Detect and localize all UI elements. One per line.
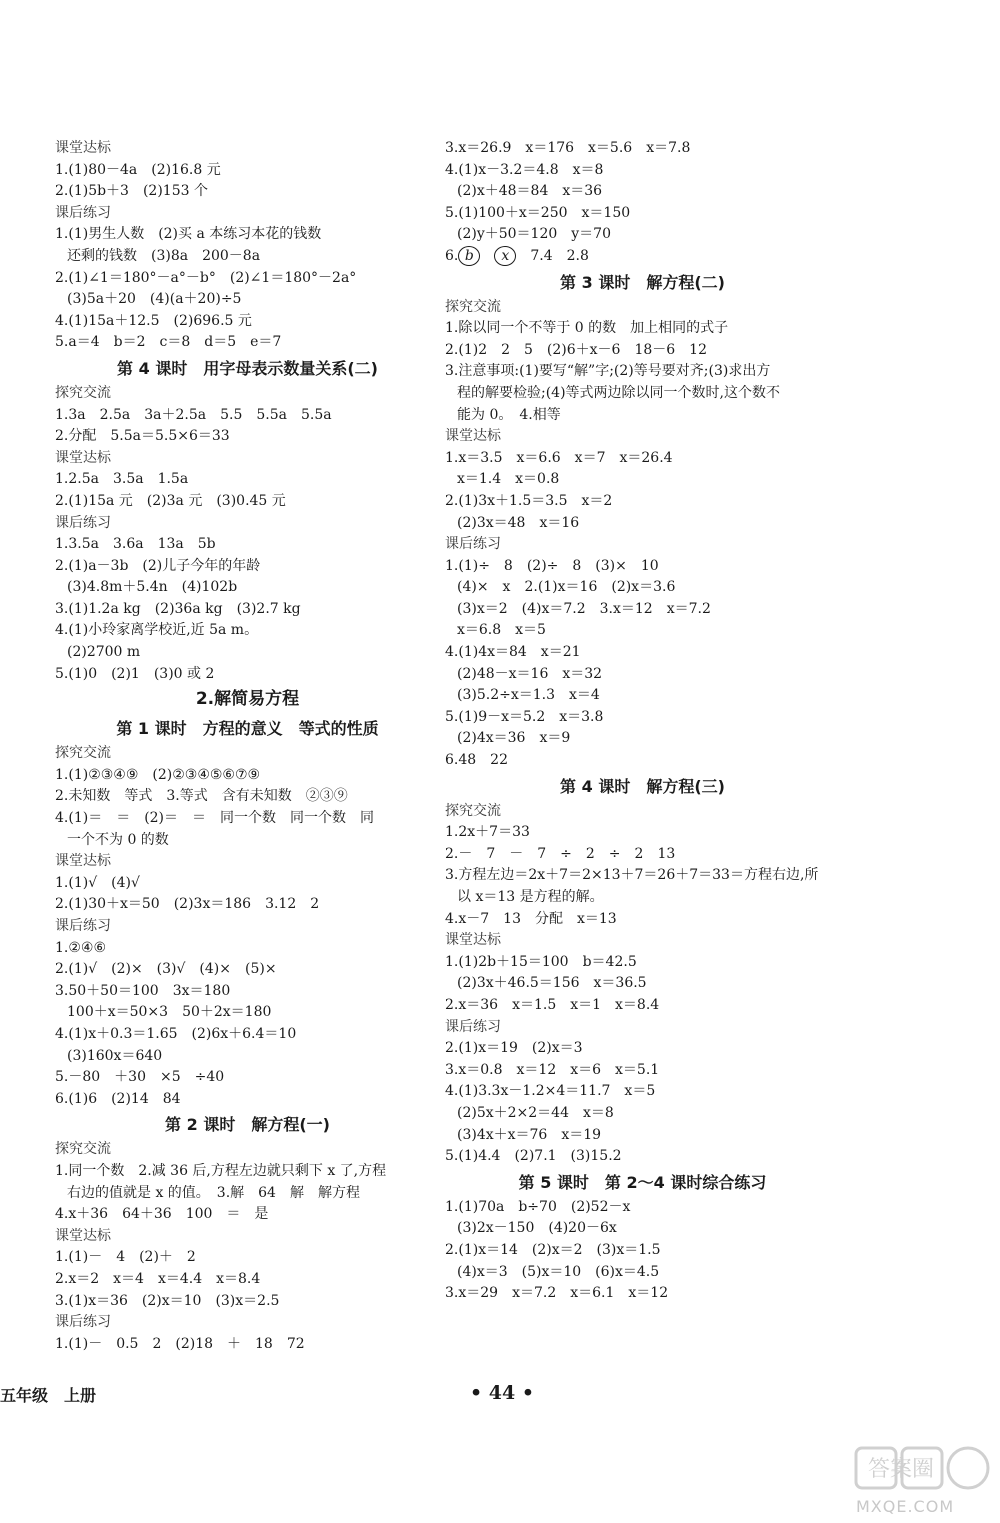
- section-label: 课后练习: [55, 514, 111, 531]
- answer-line: 程的解要检验;(4)等式两边除以同一个数时,这个数不: [457, 384, 780, 401]
- answer-line: (4)x＝3 (5)x＝10 (6)x＝4.5: [457, 1263, 660, 1280]
- answer-line: 4.(1)15a＋12.5 (2)696.5 元: [55, 312, 252, 329]
- answer-text: 7.4 2.8: [516, 247, 589, 264]
- answer-line: 2.未知数 等式 3.等式 含有未知数 ②③⑨: [55, 788, 348, 805]
- answer-line: 1.(1)男生人数 (2)买 a 本练习本花的钱数: [55, 226, 322, 243]
- answer-line: 2.x＝2 x＝4 x＝4.4 x＝8.4: [55, 1270, 261, 1287]
- answer-line: 右边的值就是 x 的值。 3.解 64 解 解方程: [67, 1184, 360, 1201]
- answer-line: 2.(1)30＋x＝50 (2)3x＝186 3.12 2: [55, 896, 320, 913]
- section-label: 课后练习: [55, 918, 111, 934]
- answer-line: 还剩的钱数 (3)8a 200－8a: [67, 247, 261, 264]
- answer-line: x＝1.4 x＝0.8: [457, 471, 560, 488]
- answer-line: 1.②④⑥: [55, 939, 107, 956]
- answer-line: 1.2x＋7＝33: [445, 824, 530, 841]
- section-label: 课后练习: [445, 536, 501, 553]
- section-label: 探究交流: [55, 745, 111, 762]
- answer-line: 1.3.5a 3.6a 13a 5b: [55, 536, 216, 553]
- answer-line: (2)4x＝36 x＝9: [457, 730, 571, 747]
- answer-line: 100＋x＝50×3 50＋2x＝180: [67, 1004, 272, 1021]
- answer-line: (3)5a＋20 (4)(a＋20)÷5: [67, 291, 242, 308]
- answer-line: 4.x＋36 64＋36 100 ＝ 是: [55, 1206, 269, 1223]
- answer-line: 4.(1)x＋0.3＝1.65 (2)6x＋6.4＝10: [55, 1025, 297, 1042]
- section-label: 探究交流: [55, 1141, 111, 1158]
- answer-line: 一个不为 0 的数: [67, 831, 169, 848]
- answer-line: 5.(1)0 (2)1 (3)0 或 2: [55, 665, 215, 682]
- answer-line: 2.(1)x＝19 (2)x＝3: [445, 1040, 583, 1057]
- answer-line: 1.2.5a 3.5a 1.5a: [55, 471, 189, 488]
- right-column: [445, 138, 840, 1305]
- grade-label: 五年级 上册: [0, 1386, 97, 1405]
- section-label: 课堂达标: [55, 1227, 111, 1244]
- answer-line: 1.除以同一个不等于 0 的数 加上相同的式子: [445, 320, 729, 337]
- answer-line: 3.方程左边＝2x＋7＝2×13＋7＝26＋7＝33＝方程右边,所: [445, 867, 819, 884]
- answer-line: 1.(1)80－4a (2)16.8 元: [55, 161, 221, 178]
- answer-line: 2.分配 5.5a＝5.5×6＝33: [55, 428, 230, 445]
- answer-line: 2.(1)3x＋1.5＝3.5 x＝2: [445, 492, 613, 509]
- answer-line: 5.(1)4.4 (2)7.1 (3)15.2: [445, 1148, 622, 1165]
- lesson-heading: 第 1 课时 方程的意义 等式的性质: [116, 719, 379, 739]
- watermark-site: MXQE.COM: [856, 1497, 955, 1516]
- answer-line: 1.(1)÷ 8 (2)÷ 8 (3)× 10: [445, 557, 659, 574]
- answer-line: (3)2x－150 (4)20－6x: [457, 1220, 617, 1237]
- answer-line: 3.x＝0.8 x＝12 x＝6 x＝5.1: [445, 1061, 660, 1078]
- answer-line: (2)5x＋2×2＝44 x＝8: [457, 1104, 614, 1121]
- answer-line: 能为 0。 4.相等: [457, 406, 561, 423]
- answer-line: 2.(1)x＝14 (2)x＝2 (3)x＝1.5: [445, 1241, 661, 1258]
- answer-line: 3.注意事项:(1)要写“解”字;(2)等号要对齐;(3)求出方: [445, 363, 771, 380]
- answer-line: (2)3x＋46.5＝156 x＝36.5: [457, 975, 647, 992]
- answer-line: (3)5.2÷x＝1.3 x＝4: [457, 687, 600, 704]
- answer-line: 3.(1)1.2a kg (2)36a kg (3)2.7 kg: [55, 600, 301, 617]
- answer-line: 5.(1)100＋x＝250 x＝150: [445, 204, 631, 221]
- answer-line: 1.(1)√ (4)√: [55, 874, 140, 891]
- answer-line: 5.(1)9－x＝5.2 x＝3.8: [445, 708, 604, 725]
- section-label: 课堂达标: [55, 853, 111, 870]
- answer-line: 1.同一个数 2.减 36 后,方程左边就只剩下 x 了,方程: [55, 1162, 387, 1179]
- answer-line: 1.(1)②③④⑨ (2)②③④⑤⑥⑦⑨: [55, 766, 261, 783]
- answer-line: 6.(1)6 (2)14 84: [55, 1090, 181, 1107]
- answer-line: x＝6.8 x＝5: [457, 622, 546, 639]
- answer-line: 2.(1)a－3b (2)儿子今年的年龄: [55, 557, 261, 574]
- answer-line: 2.(1)5b＋3 (2)153 个: [55, 183, 208, 200]
- answer-line: (2)y＋50＝120 y＝70: [457, 226, 611, 243]
- answer-line: 5.a＝4 b＝2 c＝8 d＝5 e＝7: [55, 334, 282, 351]
- answer-line: 2.x＝36 x＝1.5 x＝1 x＝8.4: [445, 996, 660, 1013]
- answer-line: 3.(1)x＝36 (2)x＝10 (3)x＝2.5: [55, 1292, 280, 1309]
- answer-line: 3.50＋50＝100 3x＝180: [55, 982, 231, 999]
- section-label: 课后练习: [55, 204, 111, 221]
- lesson-heading: 第 4 课时 用字母表示数量关系(二): [117, 358, 378, 378]
- answer-line: 4.(1)小玲家离学校近,近 5a m。: [55, 622, 259, 639]
- section-label: 课堂达标: [445, 428, 501, 445]
- answer-line: 1.x＝3.5 x＝6.6 x＝7 x＝26.4: [445, 449, 673, 466]
- lesson-heading: 第 2 课时 解方程(一): [165, 1115, 330, 1135]
- answer-line: 2.(1)15a 元 (2)3a 元 (3)0.45 元: [55, 492, 286, 509]
- answer-line: (2)3x＝48 x＝16: [457, 514, 580, 531]
- answer-line: (2)2700 m: [67, 644, 141, 661]
- answer-line: 4.(1)3.3x－1.2×4＝11.7 x＝5: [445, 1083, 656, 1100]
- answer-line: 1.3a 2.5a 3a＋2.5a 5.5 5.5a 5.5a: [55, 406, 332, 423]
- section-label: 探究交流: [55, 384, 111, 401]
- answer-line: 1.(1)70a b÷70 (2)52－x: [445, 1198, 631, 1215]
- answer-line: 3.x＝26.9 x＝176 x＝5.6 x＝7.8: [445, 140, 691, 156]
- unit-heading: 2.解简易方程: [195, 689, 300, 710]
- answer-line: 2.(1)∠1＝180°－a°－b° (2)∠1＝180°－2a°: [55, 269, 357, 286]
- answer-line: 2.－ 7 － 7 ÷ 2 ÷ 2 13: [445, 845, 676, 862]
- answer-line: 3.x＝29 x＝7.2 x＝6.1 x＝12: [445, 1285, 669, 1302]
- section-label: 课堂达标: [55, 449, 111, 466]
- answer-line: 4.(1)4x＝84 x＝21: [445, 644, 581, 661]
- answer-line: 4.(1)＝ ＝ (2)＝ ＝ 同一个数 同一个数 同: [55, 810, 375, 827]
- left-column: [55, 138, 440, 1355]
- answer-line: 6.48 22: [445, 752, 508, 769]
- answer-line: 1.(1)2b＋15＝100 b＝42.5: [445, 953, 637, 970]
- section-label: 课后练习: [55, 1314, 111, 1331]
- circled-answer: x: [494, 246, 516, 266]
- answer-line: [445, 246, 840, 268]
- answer-line: (2)48－x＝16 x＝32: [457, 665, 603, 682]
- answer-line: (3)160x＝640: [67, 1047, 163, 1064]
- answer-line: 5.－80 ＋30 ×5 ÷40: [55, 1069, 225, 1086]
- section-label: 探究交流: [445, 298, 501, 315]
- answer-line: 1.(1)－ 0.5 2 (2)18 ＋ 18 72: [55, 1335, 305, 1352]
- answer-line: 1.(1)－ 4 (2)＋ 2: [55, 1249, 196, 1266]
- watermark-brand: 答案圈: [868, 1457, 935, 1482]
- lesson-heading: 第 4 课时 解方程(三): [560, 776, 725, 796]
- answer-line: (3)4.8m＋5.4n (4)102b: [67, 579, 238, 596]
- answer-line: 4.x－7 13 分配 x＝13: [445, 910, 617, 927]
- answer-line: 2.(1)√ (2)× (3)√ (4)× (5)×: [55, 961, 277, 978]
- answer-number: 6.: [445, 247, 459, 264]
- lesson-heading: 第 3 课时 解方程(二): [560, 272, 725, 292]
- section-label: 课堂达标: [55, 140, 111, 156]
- answer-line: (3)4x＋x＝76 x＝19: [457, 1126, 602, 1143]
- answer-line: 2.(1)2 2 5 (2)6＋x－6 18－6 12: [445, 341, 707, 358]
- answer-line: (2)x＋48＝84 x＝36: [457, 183, 603, 200]
- circled-answer: b: [458, 246, 480, 266]
- answer-line: (4)× x 2.(1)x＝16 (2)x＝3.6: [457, 579, 676, 596]
- lesson-heading: 第 5 课时 第 2～4 课时综合练习: [518, 1172, 767, 1192]
- page-number: • 44 •: [470, 1382, 534, 1404]
- answer-line: 4.(1)x－3.2＝4.8 x＝8: [445, 161, 604, 178]
- answer-line: 以 x＝13 是方程的解。: [457, 889, 604, 905]
- section-label: 课堂达标: [445, 932, 501, 949]
- answer-line: (3)x＝2 (4)x＝7.2 3.x＝12 x＝7.2: [457, 600, 711, 617]
- section-label: 课后练习: [445, 1018, 501, 1035]
- section-label: 探究交流: [445, 802, 501, 819]
